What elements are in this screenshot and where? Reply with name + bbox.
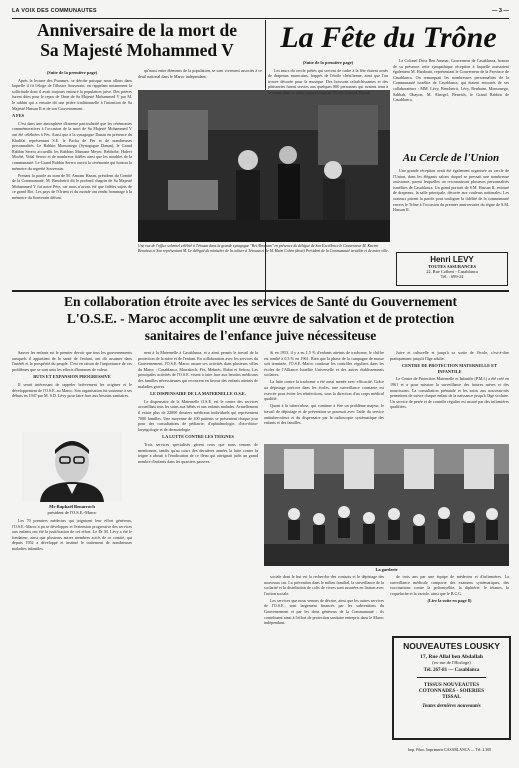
ose-paragraph-2: Il serait intéressant de rappeler brièvement les origines et le développement de l'O.S.E. au Maroc. Son organisation fut soutenue à ses débuts en 1947 par M. S.D. Lévy pour faire face aux besoins sanitaires. <box>12 381 132 399</box>
continued-next-note: (Lire la suite en page 8) <box>427 598 472 604</box>
anniversary-col2-text: qu'aussi entre éléments de la population, se sont vivement associés à ce deuil national dans le Maroc indépendant. <box>138 68 262 79</box>
ose-col2 <box>138 350 258 758</box>
cercle-title: Au Cercle de l'Union <box>402 152 500 164</box>
ad2-line1: TISSUS NOUVEAUTES <box>423 682 480 688</box>
portrait-photo <box>22 432 122 502</box>
ad2-divider <box>417 677 486 678</box>
publication-name: LA VOIX DES COMMUNAUTES <box>12 8 97 14</box>
ad2-line3: TISSAL <box>442 694 461 700</box>
ose-col4-paragraph-2: Le Centre de Protection Maternelle et Infantile (P.M.I.) a été créé en 1961 et a pour mission la surveillance des futures mères et des nourrissons. La consultation prénatale et les soins aux nouveau-nés permettent de suivre chaque enfant de la naissance jusqu'à l'âge scolaire. Un service de pesée et de contrôle régulier est assuré par des infirmières qualifiées. <box>390 376 509 410</box>
ose-col4-paragraph-3: de trois ans par une équipe de médecins et d'infirmières. La surveillance médicale comporte des examens systématiques, des vaccinations contre la poliomyélite, la diphtérie, le tétanos, la coqueluche et la variole, ainsi que le B.C.G. <box>390 574 509 596</box>
fete-paragraph: Les murs du cercle prêtés qui servent de cadre à la fête étaient ornés de drapeaux marocains, frappés de l'étoile chérifienne, ainsi que l'on trouve décorée pour la musique. Des boissons rafraîchissantes et des pâtisseries furent servies aux quelques 800 personnes qui avaient tenu à se réunir dans le cadre sympathique de l'Ecole Talmud Thorah. <box>268 67 388 95</box>
ad2-title: NOUVEAUTES LOUSKY <box>403 641 500 651</box>
synagogue-photo-graphic <box>138 90 390 242</box>
anniversary-paragraph-2: C'est dans une atmosphère d'intense particularité que les cérémonies commémoratives à l'occasion de la mort de Sa Majesté Mohammed V ont été célébrées à Fès. Aussi que à la synagogue Danan en présence du Khalifat représentant S.E. le Pacha de Fès et de nombreuses personnalités. Le Rabbin Monsonego (Synagogue Danan), le Grand Rabbin Serero accueillit les Rabbins Mamane Meyer, Rebbohe, Halevi Moché, Vidal Serero et de nombreux fidèles ainsi que les notables de la communauté. Le Grand Rabbin Serero ouvrit la cérémonie qui honora la mémoire du regretté Souverain. <box>12 120 132 171</box>
ad-henri-levy <box>396 252 508 286</box>
ose-subhead-3: LA LUTTE CONTRE LES TEIGNES <box>162 434 234 440</box>
anniversary-col2 <box>138 68 262 86</box>
ad2-line4: Toutes dernières nouveautés <box>422 704 481 709</box>
ose-col2-paragraph: nent à la Maternelle à Casablanca, et a ainsi permis le travail de la protection de la mère et de l'enfant. En collaboration avec les services du Gouvernement, l'O.S.E.-Maroc assure ses activités dans plusieurs villes du Maroc : Casablanca, Marrakech, Fès, Meknès, Rabat et Sefrou. Les principales activités de l'O.S.E. visent à faire face aux besoins médicaux des familles nécessiteuses qui recourent en faveur des enfants atteints de maladies graves. <box>138 350 258 389</box>
header-rule <box>12 18 509 19</box>
portrait-caption-role: président de l'O.S.E.-Maroc <box>47 510 97 515</box>
ad2-line2: COTONNADES - SOIERIES <box>418 688 485 694</box>
page-number: — 3 — <box>491 8 509 14</box>
synagogue-photo-caption: Une vue de l'office solennel célébré à Tétouan dans la grande synagogue "Bet Abraham" en présence du délégué de Son Excellence le Gouverneur M. Kacem Benaïssa et Son représentant M. Le délégué du ministère de la culture à Tétouan et de M. Haim Cohen (droit) Président de la Communauté israélite et de notre ville. <box>138 244 389 253</box>
garderie-photo <box>264 444 509 566</box>
ad1-line3: 22, Rue Colbert - Casablanca <box>426 269 478 274</box>
ad2-addr2: (ex-rue de l'Horloge) <box>432 660 471 665</box>
ose-col3-paragraph-3: Quant à la tuberculose, qui continue à être un problème majeur, le travail de dépistage et de prévention se poursuit avec l'aide du service antituberculeux et du dispensaire par la radioscopie systématique des enfants et des familles. <box>264 403 384 426</box>
ose-subhead-2: LE DISPENSAIRE DE LA MATERNELLE O.S.E. <box>150 391 246 397</box>
ose-col1 <box>12 350 132 428</box>
city-subhead: A FES <box>12 113 25 119</box>
ose-col4-paragraph: Juive et culturelle et jusqu'à sa sortie de l'école, c'est-à-dire pratiquement jusqu'à l'âge adulte. <box>390 350 509 361</box>
printer-footer: Imp. Fibro, Imprimerie CASABLANCA — Tél. 2.300 <box>408 748 491 752</box>
newspaper-page <box>12 8 509 760</box>
ad-lousky <box>392 636 511 740</box>
fete-col2 <box>393 58 509 148</box>
continued-note: (Suite de la première page) <box>46 70 98 75</box>
garderie-caption: La garderie <box>375 567 398 572</box>
main-title-line2: L'O.S.E. - Maroc accomplit une œuvre de salvation et de protection <box>66 311 455 326</box>
fete-continued-note: (Suite de la première page) <box>302 60 354 65</box>
synagogue-photo <box>138 90 390 242</box>
ose-col4 <box>390 350 509 440</box>
page-header <box>12 8 509 18</box>
section-rule <box>12 290 509 292</box>
ose-col3 <box>264 350 384 440</box>
ose-col3-paragraph-5: Les services que nous venons de décrire, ainsi que les autres services de l'O.S.E., sont largement financés par les subventions du Gouvernement et par les dons généreux de la Communauté ; ils contribuent ainsi à l'effort de protection sanitaire entrepris dans le Maroc indépendant. <box>264 597 384 626</box>
ose-col3-paragraph: Si en 1953, il y a eu 1,5 % d'enfants atteints de trachome, le chiffre est tombé à 0,3 % en 1961. Bien que la phase de la campagne de masse soit terminée, l'O.S.E.-Maroc continue les contrôles réguliers dans les écoles de l'Alliance Israélite Universelle et des autres établissements scolaires. <box>264 350 384 378</box>
fete-title: La Fête du Trône <box>280 21 497 54</box>
ose-col3-paragraph-4: sociale dont le but est la recherche des contacts et le dépistage des nouveaux cas. La prévention dans le milieu familial, la surveillance de la scolarité et la distribution de colis de vivres sont assurées en liaison avec l'action sociale. <box>264 574 384 596</box>
ad1-line4: Tél. : 699-24 <box>440 274 464 279</box>
ose-col1-cont <box>12 518 132 758</box>
anniversary-paragraph: Après la lecture des Psaumes, se dérobe puisque nous allons dans laquelle il fit l'éloge de l'illustre Souverain, en rappelant notamment la sollicitude dont il avait toujours entouré la population juive. Des prières furent dites pour le repos de l'âme de Sa Majesté Mohammed V par M. le rabbin qui a ensuite dit une prière traditionnelle à l'intention de Sa Majesté Hassan II et de son Gouvernement. <box>12 77 132 111</box>
ad1-line2: TOUTES ASSURANCES <box>428 264 476 269</box>
ad1-name: Henri LEVY <box>430 255 474 264</box>
garderie-photo-graphic <box>264 444 509 566</box>
fete-paragraph-2: Le Colonel Driss Ben Ammar, Gouverneur de Casablanca, honora de sa présence cette sympathique réception à laquelle assistaient également M. Hardouin, représentant le Gouverneur de la Province de Casablanca. On remarquait les nombreuses personnalités de la Communauté israélite de Casablanca, qui étaient entourés de ses collaborateurs : MM. Lévy, Benchetrit, Lévy, Benhaim, Monsonego, Sabbah, Ohayon, M. Abergel, Beneich, le Grand Rabbin de Casablanca. <box>393 58 509 103</box>
ose-paragraph-3: Les 70 premiers médecins qui joignirent leur effort généreux, l'O.S.E.-Maroc a pu se développer et l'extension progressive des services aux enfants ont été la justification de cet effort. Le Dr M. Lévy a été le fondateur, ainsi que plusieurs autres membres actifs de ce comité, qui depuis 1952 a développé et institué le traitement de nombreuses maladies infantiles. <box>12 518 132 551</box>
ose-col3-paragraph-2: La lutte contre la trachome a été aussi menée avec efficacité. Grâce au dépistage précoce dans les écoles, une surveillance constante est exercée pour éviter les réinfections, sous la direction d'un corps médical qualifié. <box>264 379 384 402</box>
ose-paragraph-1: Sauver les enfants est le premier devoir que tous les gouvernements auxquels il appartient de la santé de l'enfant, ont dû assumer dans l'intérêt et la prospérité du peuple. C'est en raison de l'importance de ces problèmes que se sont unis les efforts d'hommes de valeur. <box>12 350 132 372</box>
anniversary-paragraph-3: Prenant la parole au nom de M. Amram Hazan, président du Comité de la Communauté, M. Benchetrit dit le profond chagrin de Sa Majesté Mohammed V fut notre Père, car nous n'avons été que fidèles sujets de ce grand Roi. Les pays de l'Orient et du monde ont rendu hommage à la mémoire du Souverain défunt. <box>12 172 132 200</box>
main-title-line1: En collaboration étroite avec les services de Santé du Gouvernement <box>63 294 458 309</box>
cercle-paragraph: Une grande réception avait été également organisée au cercle de l'Union, dans les élégants salons duquel se pressait une nombreuse assistance, parmi lesquelles on reconnaissait plusieurs personnalités israélites de Casablanca. Un grand portrait de S.M. Hassan II, entouré de drapeaux, la salle principale, décorée aux couleurs nationales. Les orateurs prirent la parole pour souligner la fidélité de la communauté envers le Trône à l'occasion du premier anniversaire du règne de S.M. Hassan II. <box>393 168 509 213</box>
anniversary-col1 <box>12 68 132 268</box>
ose-subhead-4: CENTRE DE PROTECTION MATERNELLE ET INFANTILE <box>401 363 498 374</box>
ose-col2-paragraph-3: Trois services spécialisés gèrent ceux que nous venons de mentionner, tandis qu'au cours des dernières années la lutte contre la teigne a abouti à l'éradication de ce fléau qui atteignait jadis un grand nombre d'enfants dans les quartiers pauvres. <box>138 441 258 464</box>
ad2-phone: Tél. 267-81 — Casablanca <box>423 668 480 673</box>
anniversary-title-line1: Anniversaire de la mort de <box>37 20 237 40</box>
portrait-caption-name: Mr Raphaël Benarroch <box>49 504 95 509</box>
ose-col3-bottom <box>264 574 384 758</box>
cercle-body <box>393 168 509 248</box>
ose-subhead-1: BUTS ET EXPANSION PROGRESSIVE <box>33 374 111 380</box>
main-title-line3: sanitaires de l'enfance juive nécessiteuse <box>144 328 377 343</box>
anniversary-title-line2: Sa Majesté Mohammed V <box>40 40 234 60</box>
fete-col1 <box>268 58 388 95</box>
ad2-addr1: 17, Rue Allal ben Abdallah <box>420 654 483 660</box>
ose-col4-bottom <box>390 574 509 630</box>
portrait-graphic <box>22 432 122 502</box>
ose-col2-paragraph-2: Le dispensaire de la Maternelle O.S.E. est le centre des services accueillant tous les soins aux bébés et aux enfants malades. Actuellement il existe plus de 22000 dossiers médicaux individuels qui représentent 7000 familles. Une moyenne de 100 patients se présentent chaque jour pour des consultations de pédiatrie, d'ophtalmologie, d'oto-rhino-laryngologie et de dermatologie. <box>138 398 258 432</box>
